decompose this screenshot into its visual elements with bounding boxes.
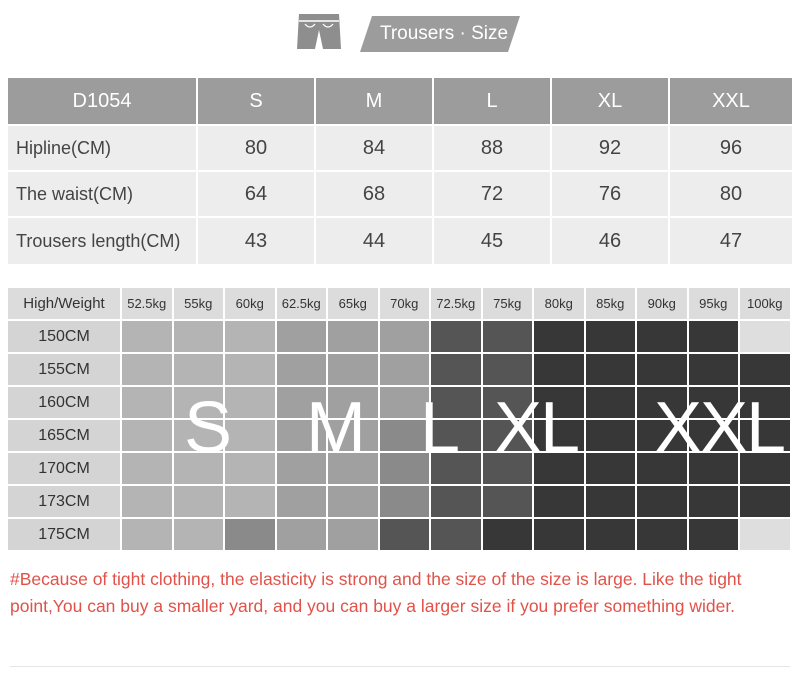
grid-cell — [483, 354, 535, 387]
grid-cell — [328, 486, 380, 519]
grid-cell — [534, 519, 586, 552]
grid-cell — [122, 486, 174, 519]
size-table-row — [8, 218, 792, 264]
weight-header: 65kg — [328, 288, 380, 321]
size-table-cell: 96 — [670, 126, 792, 170]
size-table-header-m: M — [316, 78, 434, 124]
grid-cell — [586, 453, 638, 486]
grid-cell — [225, 321, 277, 354]
grid-cell — [483, 519, 535, 552]
grid-cell — [174, 354, 226, 387]
grid-cell — [534, 321, 586, 354]
page-title: Trousers · Size — [379, 23, 509, 44]
grid-cell — [225, 519, 277, 552]
grid-cell — [689, 354, 741, 387]
weight-header: 85kg — [586, 288, 638, 321]
size-table-cell: 88 — [434, 126, 552, 170]
grid-cell — [534, 354, 586, 387]
grid-corner-header: High/Weight — [8, 288, 122, 321]
size-table-header-row — [8, 78, 792, 124]
grid-cell — [174, 486, 226, 519]
header — [0, 0, 800, 70]
grid-cell — [586, 387, 638, 420]
size-note: #Because of tight clothing, the elasticity is strong and the size of the size is large. Like the tight point,You can buy a smaller yard, and you can buy a larger size if you prefer something wider. — [10, 569, 742, 616]
size-letter-xl: XL — [494, 388, 579, 468]
grid-cell — [431, 486, 483, 519]
grid-cell — [122, 453, 174, 486]
grid-cell — [740, 519, 792, 552]
weight-header: 60kg — [225, 288, 277, 321]
grid-cell — [225, 486, 277, 519]
height-label: 160CM — [8, 387, 122, 420]
grid-cell — [431, 519, 483, 552]
weight-header: 100kg — [740, 288, 792, 321]
size-table-cell: 68 — [316, 172, 434, 216]
height-label: 155CM — [8, 354, 122, 387]
grid-cell — [586, 486, 638, 519]
grid-cell — [225, 420, 277, 453]
grid-cell — [534, 486, 586, 519]
grid-cell — [637, 486, 689, 519]
size-table-row — [8, 172, 792, 216]
grid-cell — [122, 420, 174, 453]
grid-cell — [689, 519, 741, 552]
size-table-row — [8, 126, 792, 170]
grid-cell — [586, 321, 638, 354]
size-table-row-label: Hipline(CM) — [8, 126, 198, 170]
size-letter-s: S — [184, 388, 231, 468]
size-table-cell: 80 — [670, 172, 792, 216]
size-table-row-label: Trousers length(CM) — [8, 218, 198, 264]
grid-cell — [586, 420, 638, 453]
height-label: 173CM — [8, 486, 122, 519]
grid-cell — [328, 519, 380, 552]
size-table-cell: 80 — [198, 126, 316, 170]
grid-cell — [328, 321, 380, 354]
weight-header: 80kg — [534, 288, 586, 321]
weight-header: 75kg — [483, 288, 535, 321]
size-letter-l: L — [420, 388, 459, 468]
weight-header: 70kg — [380, 288, 432, 321]
size-table-cell: 64 — [198, 172, 316, 216]
size-table-cell: 47 — [670, 218, 792, 264]
size-table-header-s: S — [198, 78, 316, 124]
size-table-header-xl: XL — [552, 78, 670, 124]
size-table-cell: 46 — [552, 218, 670, 264]
grid-cell — [277, 321, 329, 354]
weight-header: 72.5kg — [431, 288, 483, 321]
grid-cell — [277, 354, 329, 387]
height-label: 175CM — [8, 519, 122, 552]
grid-cell — [174, 519, 226, 552]
weight-header: 90kg — [637, 288, 689, 321]
grid-cell — [431, 354, 483, 387]
grid-cell — [637, 519, 689, 552]
grid-cell — [483, 486, 535, 519]
size-table-header-xxl: XXL — [670, 78, 792, 124]
grid-cell — [689, 486, 741, 519]
weight-header: 52.5kg — [122, 288, 174, 321]
grid-cell — [637, 321, 689, 354]
grid-cell — [277, 486, 329, 519]
grid-cell — [586, 354, 638, 387]
grid-cell — [380, 321, 432, 354]
size-table-cell: 44 — [316, 218, 434, 264]
grid-cell — [380, 519, 432, 552]
size-letter-m: M — [306, 388, 364, 468]
divider — [10, 666, 790, 667]
grid-cell — [586, 519, 638, 552]
size-table-model-header: D1054 — [8, 78, 198, 124]
grid-cell — [483, 321, 535, 354]
height-label: 165CM — [8, 420, 122, 453]
grid-cell — [380, 486, 432, 519]
size-table-cell: 76 — [552, 172, 670, 216]
grid-cell — [740, 486, 792, 519]
size-table-cell: 43 — [198, 218, 316, 264]
grid-cell — [740, 321, 792, 354]
grid-cell — [637, 354, 689, 387]
grid-cell — [122, 354, 174, 387]
grid-cell — [174, 321, 226, 354]
grid-cell — [225, 387, 277, 420]
grid-cell — [740, 354, 792, 387]
size-table — [8, 78, 792, 266]
size-table-cell: 45 — [434, 218, 552, 264]
grid-cell — [689, 321, 741, 354]
grid-cell — [328, 354, 380, 387]
height-label: 150CM — [8, 321, 122, 354]
grid-cell — [122, 387, 174, 420]
weight-header: 95kg — [689, 288, 741, 321]
grid-cell — [122, 519, 174, 552]
size-table-cell: 72 — [434, 172, 552, 216]
height-weight-grid — [8, 288, 792, 552]
weight-header: 55kg — [174, 288, 226, 321]
grid-cell — [225, 453, 277, 486]
weight-header: 62.5kg — [277, 288, 329, 321]
shorts-icon — [296, 12, 342, 52]
grid-cell — [225, 354, 277, 387]
size-table-header-l: L — [434, 78, 552, 124]
grid-cell — [431, 321, 483, 354]
size-table-cell: 92 — [552, 126, 670, 170]
size-table-cell: 84 — [316, 126, 434, 170]
size-letter-xxl: XXL — [654, 388, 785, 468]
size-table-row-label: The waist(CM) — [8, 172, 198, 216]
title-tag — [360, 16, 520, 52]
grid-cell — [380, 354, 432, 387]
grid-cell — [277, 519, 329, 552]
height-label: 170CM — [8, 453, 122, 486]
grid-cell — [122, 321, 174, 354]
